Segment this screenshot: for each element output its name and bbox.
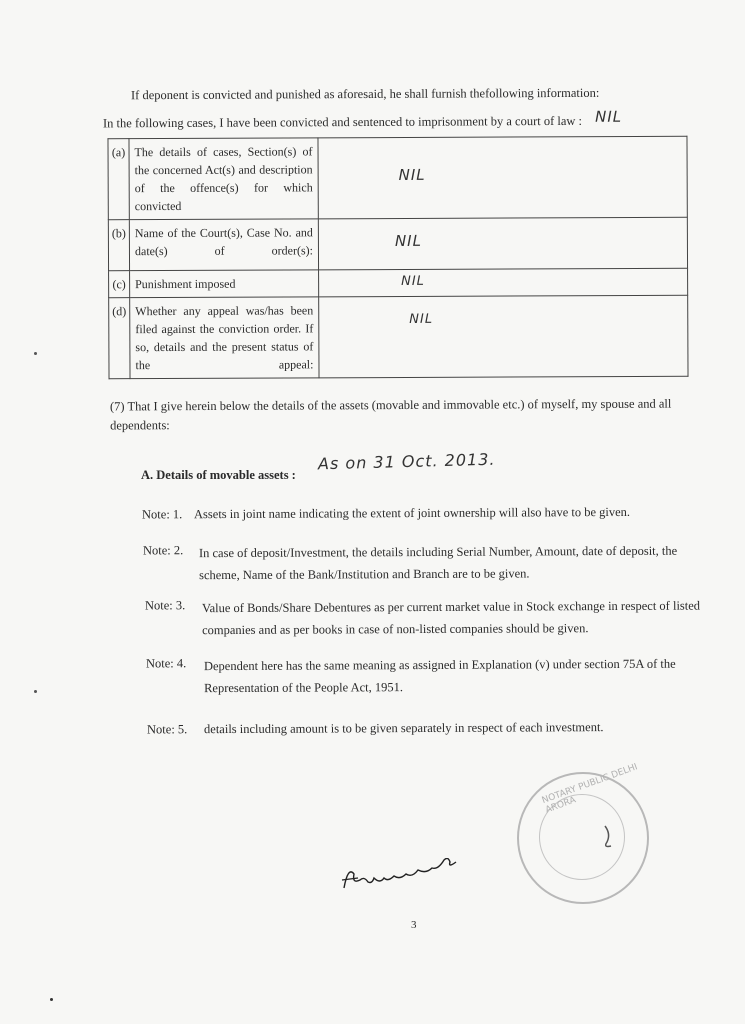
row-label: (b) — [108, 220, 129, 271]
note-item — [145, 595, 705, 642]
row-description: Name of the Court(s), Case No. and date(s) of order(s): — [129, 219, 318, 271]
page-number: 3 — [411, 919, 417, 931]
table-row — [109, 268, 688, 298]
answer-handwritten: NIL — [401, 273, 425, 289]
row-label: (a) — [108, 139, 129, 220]
conviction-table — [107, 136, 688, 380]
note-text: details including amount is to be given separately in respect of each investment. — [203, 720, 604, 737]
note-label: Note: 2. — [142, 543, 184, 558]
answer-handwritten: NIL — [394, 231, 422, 251]
row-answer — [319, 295, 688, 378]
row-description: Punishment imposed — [130, 270, 319, 298]
note-item — [147, 719, 707, 739]
note-item — [142, 504, 702, 524]
intro-text: If deponent is convicted and punished as aforesaid, he shall furnish thefollowing information: — [130, 85, 600, 103]
stamp-signature-icon — [519, 774, 647, 902]
table-row — [108, 217, 687, 271]
note-label: Note: 5. — [146, 722, 188, 737]
row-answer — [318, 217, 687, 270]
note-text: Value of Bonds/Share Debentures as per current market value in Stock exchange in respect of listed companies and as per books in case of non-listed companies should be given. — [201, 598, 701, 638]
note-item — [143, 540, 703, 587]
row-answer — [318, 136, 687, 219]
row-answer — [319, 268, 688, 297]
note-label: Note: 3. — [144, 598, 186, 613]
row-label: (d) — [109, 298, 130, 379]
note-label: Note: 4. — [145, 656, 187, 671]
note-item — [146, 653, 706, 700]
cases-line — [102, 107, 623, 133]
scan-speck — [34, 690, 37, 693]
row-label: (c) — [109, 271, 130, 298]
section-a-handwritten-date: As on 31 Oct. 2013. — [317, 449, 496, 474]
note-text: Dependent here has the same meaning as assigned in Explanation (v) under section 75A of the Representation of the People Act, 1951. — [203, 656, 676, 696]
note-text: Assets in joint name indicating the extent of joint ownership will also have to be given. — [193, 504, 631, 522]
note-label: Note: 1. — [141, 507, 183, 522]
answer-handwritten: NIL — [409, 311, 434, 327]
paragraph-7: (7) That I give herein below the details of the assets (movable and immovable etc.) of myself, my spouse and all dependents: — [109, 396, 672, 433]
scan-speck — [50, 998, 53, 1001]
row-description: The details of cases, Section(s) of the concerned Act(s) and description of the offence(s) for which convicted — [129, 138, 318, 220]
row-description: Whether any appeal was/has been filed against the conviction order. If so, details and the present status of the appeal: — [130, 297, 319, 379]
answer-handwritten: NIL — [398, 165, 426, 184]
notary-stamp — [517, 762, 649, 904]
note-text: In case of deposit/Investment, the details including Serial Number, Amount, date of deposit, the scheme, Name of the Bank/Institution and Branch are to be given. — [198, 543, 678, 583]
cases-line-text: In the following cases, I have been convicted and sentenced to imprisonment by a court of law : — [102, 113, 583, 131]
cases-answer-handwritten: NIL — [595, 107, 623, 126]
scan-speck — [34, 352, 37, 355]
section-a-title: A. Details of movable assets : — [141, 468, 296, 482]
stamp-text: NOTARY PUBLIC DELHI ARORA — [540, 762, 639, 816]
table-row — [108, 136, 687, 220]
signature-icon — [338, 858, 498, 900]
table-row — [109, 295, 688, 379]
